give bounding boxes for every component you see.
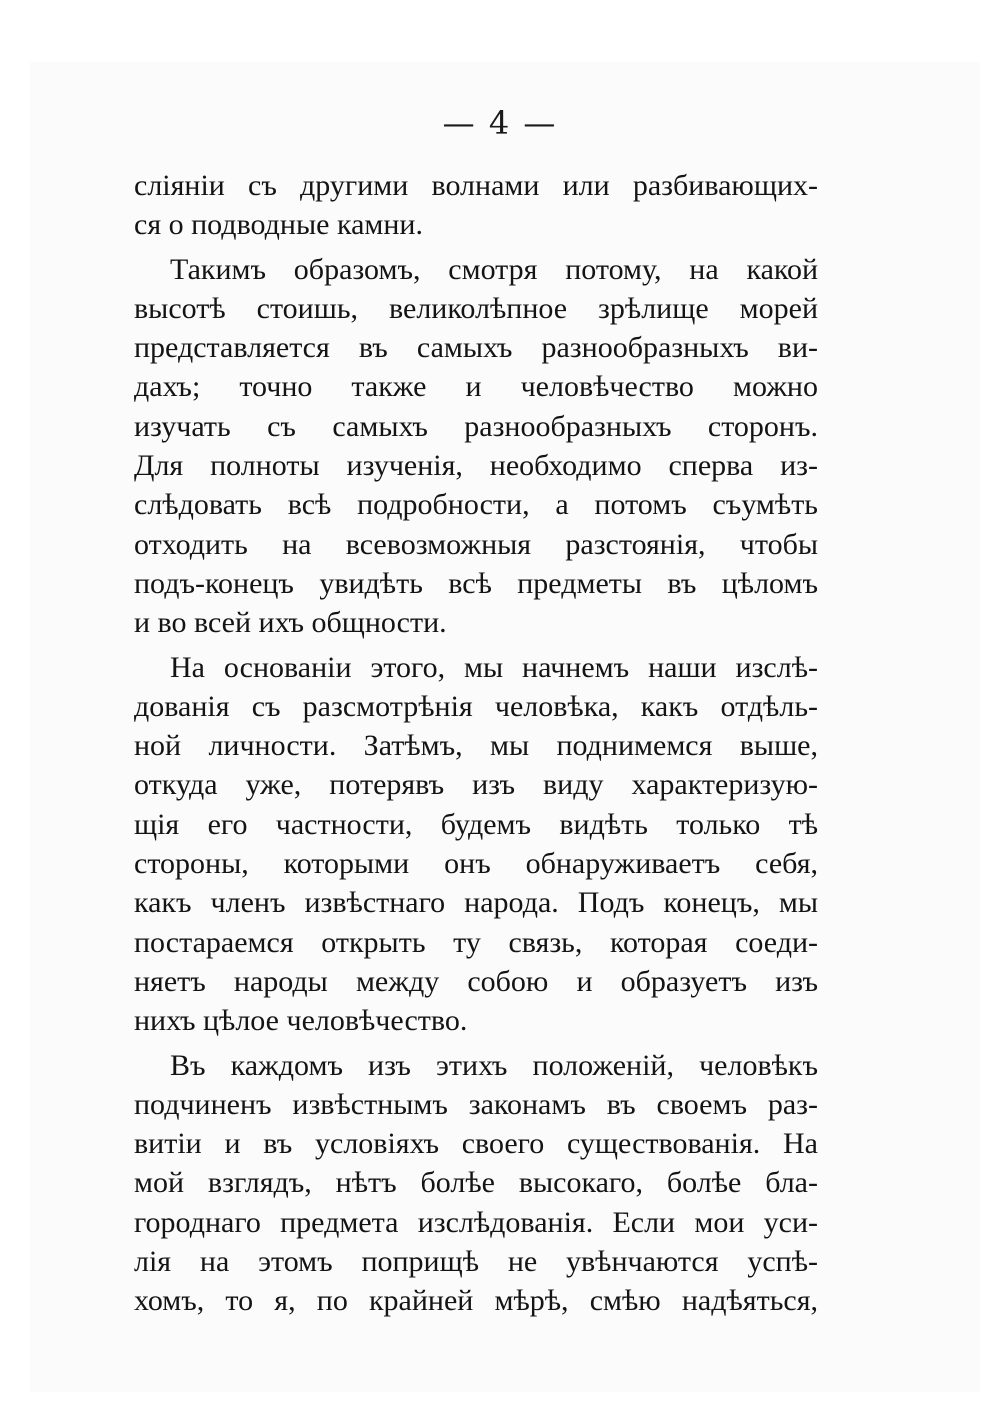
- text-line: Въ каждомъ изъ этихъ положеній, человѣкъ: [170, 1048, 818, 1082]
- paragraph: [134, 648, 818, 1041]
- text-line: слѣдовать всѣ подробности, а потомъ съумѣть: [134, 488, 818, 522]
- text-line: отходить на всевозможныя разстоянія, чтобы: [134, 527, 818, 561]
- text-line: витіи и въ условіяхъ своего существованія. На: [134, 1127, 818, 1161]
- text-line: постараемся открыть ту связь, которая соеди-: [134, 925, 818, 959]
- text-line: дахъ; точно также и человѣчество можно: [134, 370, 818, 404]
- text-line: лія на этомъ поприщѣ не увѣнчаются успѣ-: [134, 1245, 818, 1279]
- paragraph: [134, 250, 818, 643]
- paragraph: [134, 1046, 818, 1321]
- text-line: подчиненъ извѣстнымъ законамъ въ своемъ раз-: [134, 1087, 818, 1121]
- text-line: сліяніи съ другими волнами или разбивающих-: [134, 169, 818, 202]
- text-line: подъ-конецъ увидѣть всѣ предметы въ цѣломъ: [134, 566, 818, 600]
- text-line: откуда уже, потерявъ изъ виду характеризую-: [134, 768, 818, 802]
- text-line: высотѣ стоишь, великолѣпное зрѣлище морей: [134, 291, 818, 325]
- text-line: дованія съ разсмотрѣнія человѣка, какъ отдѣль-: [134, 689, 818, 723]
- text-line: представляется въ самыхъ разнообразныхъ ви-: [134, 331, 818, 365]
- text-line: какъ членъ извѣстнаго народа. Подъ конецъ, мы: [134, 886, 818, 920]
- page-number: — 4 —: [442, 104, 558, 142]
- text-line: щія его частности, будемъ видѣть только тѣ: [134, 807, 818, 841]
- text-line: Для полноты изученія, необходимо сперва из-: [134, 449, 818, 483]
- text-line: нихъ цѣлое человѣчество.: [134, 1004, 468, 1038]
- text-line: стороны, которыми онъ обнаруживаетъ себя,: [134, 847, 818, 881]
- paragraph: [134, 166, 818, 245]
- text-line: городнаго предмета изслѣдованія. Если мои уси-: [134, 1205, 818, 1239]
- text-line: и во всей ихъ общности.: [134, 606, 447, 640]
- text-line: мой взглядъ, нѣтъ болѣе высокаго, болѣе бла-: [134, 1166, 818, 1200]
- text-line: няетъ народы между собою и образуетъ изъ: [134, 964, 818, 998]
- text-line: ся о подводные камни.: [134, 208, 423, 242]
- text-line: На основаніи этого, мы начнемъ наши изслѣ-: [170, 650, 818, 684]
- text-line: Такимъ образомъ, смотря потому, на какой: [170, 252, 818, 286]
- text-line: хомъ, то я, по крайней мѣрѣ, смѣю надѣяться,: [134, 1284, 818, 1318]
- text-line: ной личности. Затѣмъ, мы поднимемся выше,: [134, 729, 818, 763]
- text-line: изучать съ самыхъ разнообразныхъ сторонъ.: [134, 409, 818, 443]
- body-text: [134, 166, 818, 1321]
